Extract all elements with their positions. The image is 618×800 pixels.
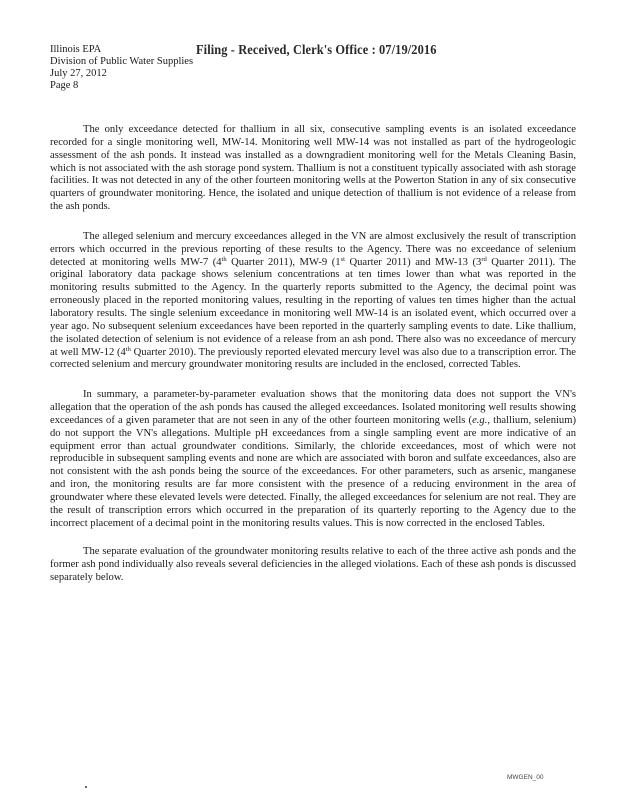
ordinal-superscript: st <box>340 255 345 263</box>
body-paragraph <box>50 231 576 372</box>
italic-text: e.g. <box>472 414 488 426</box>
filing-stamp: Filing - Received, Clerk's Office : 07/19/2016 <box>196 42 437 57</box>
paragraph-text: , thallium, selenium) do not support the VN's allegations. Multiple pH exceedances from a single sampling event are more indicative of an equipment error than actual groundwater conditions. Similarly, the chloride exceedances, most of which were not reproducible in subsequent sampling events and none are which are associated with boron and sulfate exceedances, also are not consistent with the ash ponds being the source of the exceedances. For other parameters, such as arsenic, manganese and iron, the monitoring results are far more consistent with the presence of a reducing environment in the area of groundwater where these elevated levels were detected. Finally, the alleged exceedances for selenium are not real. They are the result of transcription errors which occurred in the preparation of its quarterly reporting to the Agency due to the incorrect placement of a decimal point in the monitoring results values. This is now corrected in the enclosed Tables. <box>50 414 576 529</box>
body-paragraph <box>50 124 576 214</box>
header-date: July 27, 2012 <box>50 68 107 79</box>
paragraph-text: In summary, a parameter-by-parameter evaluation shows that the monitoring data does not support the VN's allegation that the operation of the ash ponds has caused the alleged exceedances. Isolated monitoring well results showing exceedances of a given parameter that are not seen in any of the other fourteen monitoring wells ( <box>50 389 576 426</box>
paragraph-text: The alleged selenium and mercury exceedances alleged in the VN are almost exclusively the result of transcription errors which occurred in the previous reporting of these results to the Agency. There was no exceedance of selenium detected at monitoring wells MW-7 (4 <box>50 230 576 268</box>
ordinal-superscript: th <box>125 345 131 353</box>
body-paragraph <box>50 546 576 585</box>
paragraph-text: The only exceedance detected for thallium in all six, consecutive sampling events is an isolated exceedance recorded for a single monitoring well, MW-14. Monitoring well MW-14 was not installed as part of the hydrogeologic assessment of the ash ponds. It instead was installed as a downgradient monitoring well for the Metals Cleaning Basin, which is not associated with the ash storage pond system. Thallium is not a constituent typically associated with ash storage facilities. It was not detected in any of the other fourteen monitoring wells at the Powerton Station in any of six consecutive quarters of groundwater monitoring. Hence, the isolated and unique detection of thallium is not evidence of a release from the ash ponds. <box>50 124 576 213</box>
footer-bates-code: MWGEN_00 <box>507 774 544 781</box>
paragraph-text: Quarter 2011). The original laboratory data package shows selenium concentrations at ten times lower than what was reported in the monitoring results submitted to the Agency. In the quarterly reports submitted to the Agency, the decimal point was erroneously placed in the reported monitoring values, resulting in the reporting of values ten times higher than the actual laboratory results. The single selenium exceedance in monitoring well MW-14 is an isolated event, which occurred over a year ago. No subsequent selenium exceedances have been reported in the quarterly sampling events to date. Like thallium, the isolated detection of selenium is not evidence of a release from an ash pond. There also was no exceedance of mercury at well MW-12 (4 <box>50 256 576 358</box>
ordinal-superscript: rd <box>481 255 487 263</box>
letter-body <box>50 124 576 602</box>
body-paragraph <box>50 389 576 530</box>
header-division: Division of Public Water Supplies <box>50 56 194 67</box>
paragraph-text: Quarter 2010). The previously reported elevated mercury level was also due to a transcription error. The corrected selenium and mercury groundwater monitoring results are included in the enclosed, corrected Tables. <box>50 346 576 371</box>
header-page-number: Page 8 <box>50 80 79 91</box>
ordinal-superscript: th <box>221 255 227 263</box>
scan-speck <box>85 786 87 788</box>
header-org: Illinois EPA <box>50 44 102 55</box>
paragraph-text: Quarter 2011) and MW-13 (3 <box>344 256 482 268</box>
paragraph-text: Quarter 2011), MW-9 (1 <box>226 256 341 268</box>
paragraph-text: The separate evaluation of the groundwater monitoring results relative to each of the three active ash ponds and the former ash pond individually also reveals several deficiencies in the alleged violations. Each of these ash ponds is discussed separately below. <box>50 546 576 584</box>
